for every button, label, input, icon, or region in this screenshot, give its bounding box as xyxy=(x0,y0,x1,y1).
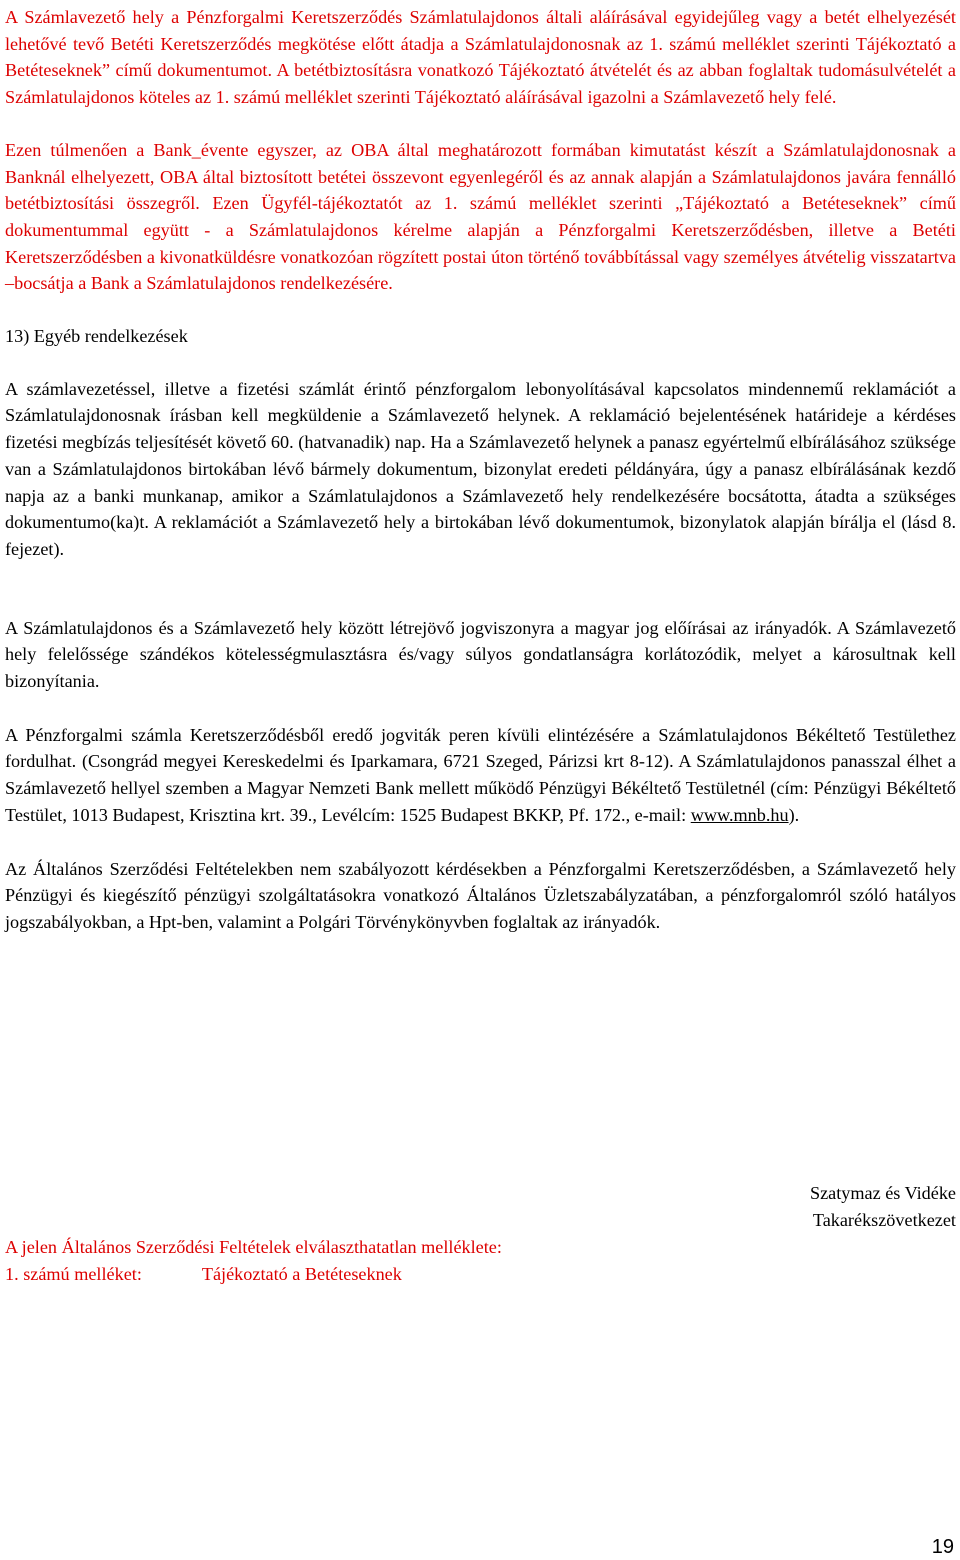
annex-item-label: 1. számú melléket: xyxy=(5,1263,142,1284)
section-heading: 13) Egyéb rendelkezések xyxy=(5,326,188,347)
paragraph-deposit-info-handover: A Számlavezető hely a Pénzforgalmi Keretszerződés Számlatulajdonos általi aláírásával egyidejűleg vagy a betét elhelyezését lehetővé tevő Betéti Keretszerződés megkötése előtt átadja a Számlatulajdonosnak az 1. számú melléklet szerinti Tájékoztató a Betéteseknek” című dokumentumot. A betétbiztosításra vonatkozó Tájékoztató átvételét és az abban foglaltak tudomásulvételét a Számlatulajdonos köteles az 1. számú melléklet szerinti Tájékoztató aláírásával igazolni a Számlavezető hely felé. xyxy=(5,7,956,108)
page-number: 19 xyxy=(931,1536,954,1558)
dispute-text-end: ). xyxy=(788,804,800,825)
paragraph-annual-statement: Ezen túlmenően a Bank_évente egyszer, az OBA által meghatározott formában kimutatást készít a Számlatulajdonosnak a Banknál elhelyezett, OBA által biztosított betétei összevont egyenlegéről és az annak alapján a Számlatulajdonos javára fennálló betétbiztosítási összegről. Ezen Ügyfél-tájékoztatót az 1. számú melléklet szerinti „Tájékoztató a Betéteseknek” című dokumentummal együtt - a Számlatulajdonos kérelme alapján a Pénzforgalmi Keretszerződésben, illetve a Betéti Keretszerződésben a kivonatküldésre vonatkozóan rögzített postai úton történő továbbítással vagy személyes átvételig visszatartva –bocsátja a Bank a Számlatulajdonos rendelkezésére. xyxy=(5,139,956,294)
paragraph-dispute-resolution xyxy=(5,722,956,829)
annex-item xyxy=(5,1261,502,1288)
document-body xyxy=(5,4,956,936)
annex-block xyxy=(5,1234,502,1287)
dispute-text: A Pénzforgalmi számla Keretszerződésből eredő jogviták peren kívüli elintézésére a Számlatulajdonos Békéltető Testülethez fordulhat. (Csongrád megyei Kereskedelmi és Iparkamara, 6721 Szeged, Párizsi krt 8-12). A Számlatulajdonos panasszal élhet a Számlavezető hellyel szemben a Magyar Nemzeti Bank mellett működő Pénzügyi Békéltető Testületnél (cím: Pénzügyi Békéltető Testület, 1013 Budapest, Krisztina krt. 39., Levélcím: 1525 Budapest BKKP, Pf. 172., e-mail: xyxy=(5,724,956,825)
paragraph-other-rules: Az Általános Szerződési Feltételekben nem szabályozott kérdésekben a Pénzforgalmi Keretszerződésben, a Számlavezető hely Pénzügyi és kiegészítő pénzügyi szolgáltatásokra vonatkozó Általános Üzletszabályzatában, a pénzforgalomról szóló hatályos jogszabályokban, a Hpt-ben, valamint a Polgári Törvénykönyvben foglaltak az irányadók. xyxy=(5,858,956,932)
signature-line-1: Szatymaz és Vidéke xyxy=(809,1183,956,1203)
paragraph-complaints: A számlavezetéssel, illetve a fizetési számlát érintő pénzforgalom lebonyolításával kapcsolatos mindennemű reklamációt a Számlatulajdonosnak írásban kell megküldenie a Számlavezető helynek. A reklamáció bejelentésének határideje a kérdéses fizetési megbízás teljesítését követő 60. (hatvanadik) nap. Ha a Számlavezető helynek a panasz egyértelmű elbírálásához szüksége van a Számlatulajdonos birtokában lévő bármely dokumentum, bizonylat eredeti példányára, úgy a panasz elbírálásának kezdő napja az a banki munkanap, amikor a Számlatulajdonos a Számlavezető hely rendelkezésére bocsátotta, átadta a szükséges dokumentumo(ka)t. A reklamációt a Számlavezető hely a birtokában lévő dokumentumok, bizonylatok alapján bírálja el (lásd 8. fejezet). xyxy=(5,378,956,559)
paragraph-governing-law: A Számlatulajdonos és a Számlavezető hely között létrejövő jogviszonyra a magyar jog előírásai az irányadók. A Számlavezető hely felelőssége szándékos kötelességmulasztásra és/vagy súlyos gondatlanságra korlátozódik, melyet a károsultnak kell bizonyítania. xyxy=(5,617,956,692)
annex-intro: A jelen Általános Szerződési Feltételek elválaszthatatlan melléklete: xyxy=(5,1237,502,1257)
signature-line-2: Takarékszövetkezet xyxy=(812,1209,956,1230)
mnb-link[interactable]: www.mnb.hu xyxy=(690,804,789,825)
signature-block xyxy=(810,1180,956,1233)
annex-item-title: Tájékoztató a Betéteseknek xyxy=(201,1263,402,1284)
